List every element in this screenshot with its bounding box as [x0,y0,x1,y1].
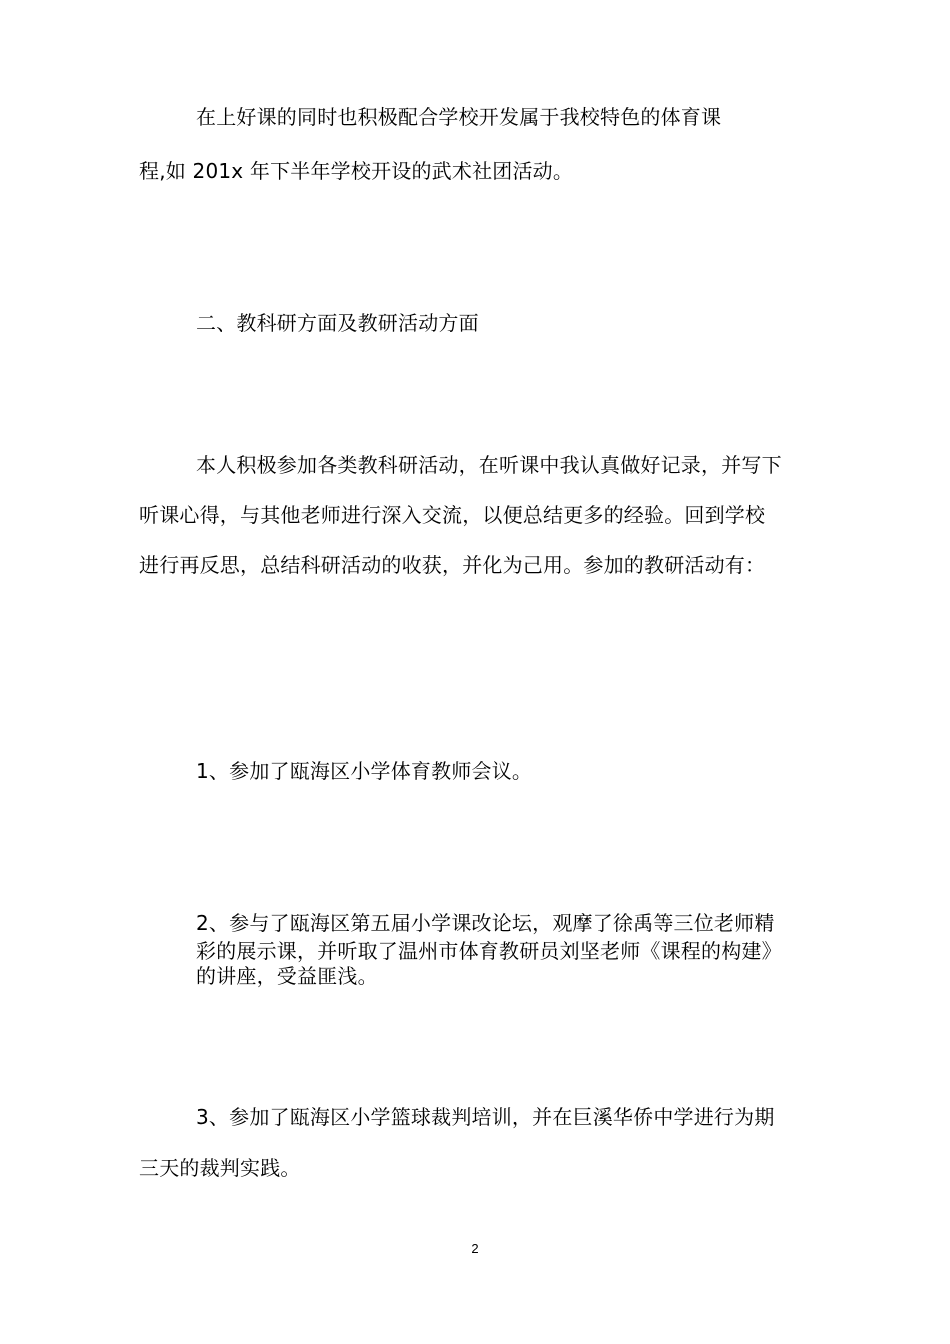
paragraph2-line2: 听课心得，与其他老师进行深入交流，以便总结更多的经验。回到学校 [139,503,766,527]
paragraph2-line3: 进行再反思，总结科研活动的收获，并化为己用。参加的教研活动有： [139,553,766,577]
paragraph1-line1: 在上好课的同时也积极配合学校开发属于我校特色的体育课 [196,105,722,129]
list-item-3-line1: 3、参加了瓯海区小学篮球裁判培训，并在巨溪华侨中学进行为期 [196,1105,775,1129]
list-item-3-line2: 三天的裁判实践。 [139,1156,301,1180]
paragraph2-line1: 本人积极参加各类教科研活动，在听课中我认真做好记录，并写下 [196,453,782,477]
list-item-2-line2: 彩的展示课，并听取了温州市体育教研员刘坚老师《课程的构建》 [196,939,782,963]
list-item-1: 1、参加了瓯海区小学体育教师会议。 [196,759,533,783]
list-item-2-line3: 的讲座，受益匪浅。 [196,964,378,988]
paragraph1-line2: 程,如 201x 年下半年学校开设的武术社团活动。 [139,159,574,183]
list-item-2-line1: 2、参与了瓯海区第五届小学课改论坛，观摩了徐禹等三位老师精 [196,911,775,935]
section-heading: 二、教科研方面及教研活动方面 [196,311,479,335]
page-number: 2 [471,1241,479,1256]
